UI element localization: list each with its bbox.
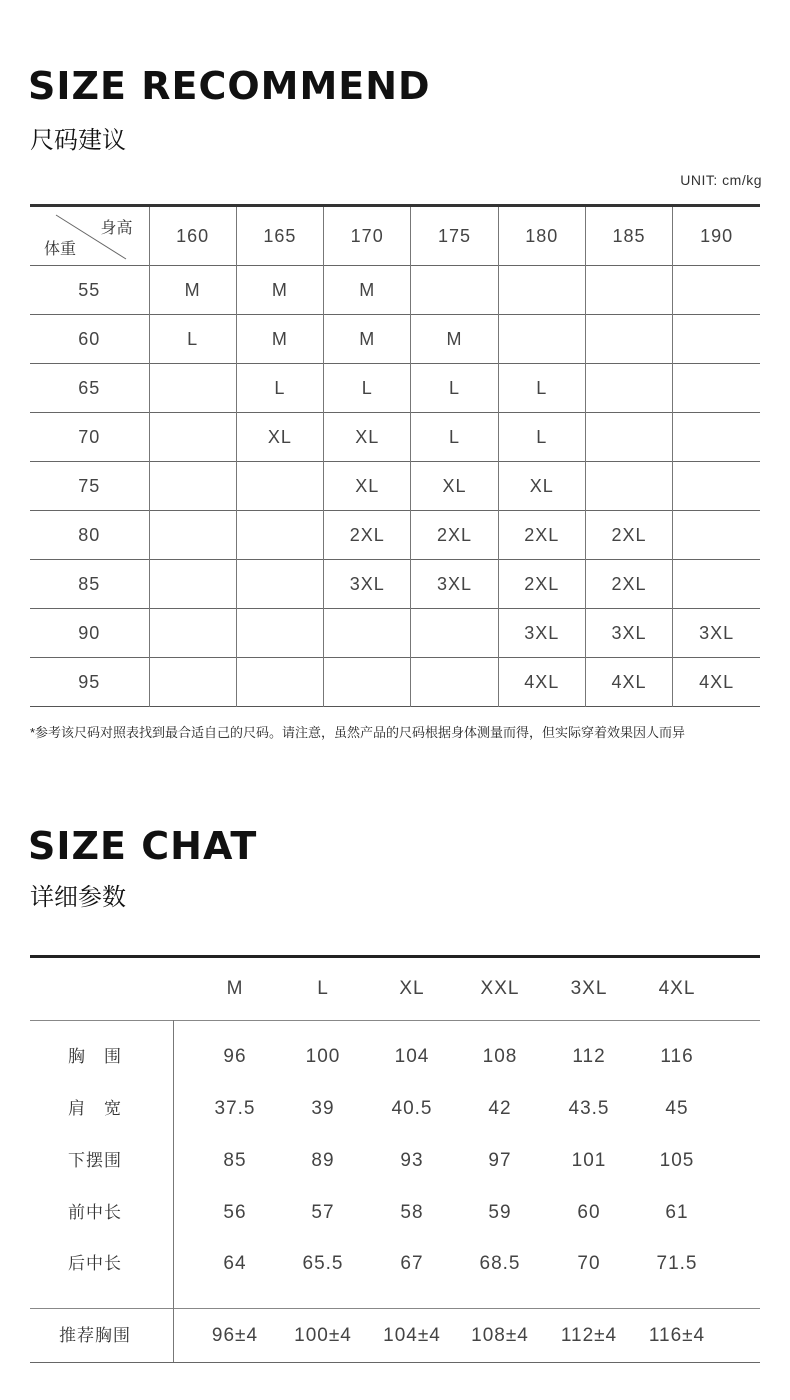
size-cell: [585, 462, 672, 511]
height-header-row: [30, 206, 760, 266]
measure-value: 112±4: [560, 1325, 618, 1346]
size-cell: [324, 609, 411, 658]
weight-cell: 85: [30, 560, 149, 609]
measure-value: 60: [577, 1202, 601, 1223]
size-cell: M: [411, 315, 498, 364]
measure-value: 57: [311, 1202, 335, 1223]
height-cell: 160: [149, 206, 236, 266]
measure-value: 42: [488, 1098, 512, 1119]
weight-cell: 70: [30, 413, 149, 462]
height-cell: 190: [673, 206, 760, 266]
weight-row: [30, 658, 760, 707]
size-cell: [149, 364, 236, 413]
header-divider: [30, 1020, 760, 1021]
size-cell: XL: [411, 462, 498, 511]
measure-label: 推荐胸围: [59, 1326, 131, 1346]
size-cell: 3XL: [498, 609, 585, 658]
measure-value: 70: [577, 1253, 601, 1274]
size-cell: XL: [498, 462, 585, 511]
weight-row: [30, 462, 760, 511]
size-header: 3XL: [570, 978, 608, 999]
size-chart-table: [30, 955, 760, 1363]
size-cell: 3XL: [324, 560, 411, 609]
measure-label: 胸 围: [68, 1047, 122, 1067]
weight-row: [30, 413, 760, 462]
measure-value: 56: [223, 1202, 247, 1223]
size-cell: [411, 658, 498, 707]
measure-label: 肩 宽: [68, 1099, 122, 1119]
size-cell: [498, 315, 585, 364]
size-cell: M: [236, 315, 323, 364]
size-cell: 3XL: [585, 609, 672, 658]
size-cell: L: [236, 364, 323, 413]
weight-row: [30, 511, 760, 560]
size-cell: [149, 609, 236, 658]
measure-row: [30, 1042, 760, 1072]
size-cell: L: [498, 364, 585, 413]
weight-row: [30, 364, 760, 413]
measure-value: 93: [400, 1150, 424, 1171]
measure-row: [30, 1249, 760, 1279]
recommend-title-en: SIZE RECOMMEND: [28, 64, 431, 108]
measure-value: 61: [665, 1202, 689, 1223]
size-cell: L: [149, 315, 236, 364]
size-cell: [236, 560, 323, 609]
measure-value: 100: [305, 1046, 341, 1067]
size-header: XXL: [480, 978, 520, 999]
measure-value: 59: [488, 1202, 512, 1223]
measure-value: 116±4: [648, 1325, 706, 1346]
measure-row: [30, 1146, 760, 1176]
size-cell: [236, 511, 323, 560]
size-cell: [673, 462, 760, 511]
fit-note: *参考该尺码对照表找到最合适自己的尺码。请注意，虽然产品的尺码根据身体测量而得，但实际穿着效果因人而异: [30, 725, 686, 740]
measure-value: 67: [400, 1253, 424, 1274]
size-cell: [673, 560, 760, 609]
weight-cell: 90: [30, 609, 149, 658]
corner-cell: [30, 206, 149, 266]
measure-value: 64: [223, 1253, 247, 1274]
size-cell: [498, 266, 585, 315]
size-cell: [673, 315, 760, 364]
size-recommend-table: [30, 204, 760, 707]
size-header-row: [30, 974, 760, 1004]
measure-label: 前中长: [68, 1203, 122, 1223]
size-cell: [236, 462, 323, 511]
measure-value: 85: [223, 1150, 247, 1171]
height-cell: 175: [411, 206, 498, 266]
size-cell: 2XL: [585, 560, 672, 609]
size-cell: L: [411, 364, 498, 413]
size-cell: [673, 413, 760, 462]
size-cell: [149, 511, 236, 560]
measure-value: 104±4: [383, 1325, 441, 1346]
weight-axis-label: 体重: [44, 241, 77, 258]
measure-value: 112: [572, 1046, 606, 1067]
measure-value: 100±4: [294, 1325, 352, 1346]
size-cell: [411, 609, 498, 658]
size-cell: [673, 511, 760, 560]
measure-value: 45: [665, 1098, 689, 1119]
size-cell: [149, 560, 236, 609]
weight-cell: 75: [30, 462, 149, 511]
size-header: L: [317, 978, 329, 999]
size-cell: M: [324, 266, 411, 315]
size-cell: [673, 266, 760, 315]
measure-label: 后中长: [68, 1254, 122, 1274]
measure-value: 71.5: [656, 1253, 698, 1274]
measure-value: 65.5: [302, 1253, 344, 1274]
weight-cell: 55: [30, 266, 149, 315]
measure-row: [30, 1094, 760, 1124]
measure-value: 97: [488, 1150, 512, 1171]
measure-value: 116: [660, 1046, 694, 1067]
weight-cell: 60: [30, 315, 149, 364]
size-cell: L: [411, 413, 498, 462]
recommend-divider: [30, 1308, 760, 1309]
measure-value: 39: [311, 1098, 335, 1119]
measure-value: 96±4: [211, 1325, 259, 1346]
size-cell: [585, 364, 672, 413]
measure-label: 下摆围: [68, 1151, 122, 1171]
size-cell: [236, 609, 323, 658]
size-cell: [236, 658, 323, 707]
measure-value: 108: [482, 1046, 518, 1067]
measure-value: 40.5: [391, 1098, 433, 1119]
size-cell: L: [498, 413, 585, 462]
size-cell: [149, 658, 236, 707]
unit-label: UNIT: cm/kg: [680, 172, 762, 188]
height-cell: 185: [585, 206, 672, 266]
size-cell: 4XL: [673, 658, 760, 707]
weight-row: [30, 266, 760, 315]
size-cell: 4XL: [585, 658, 672, 707]
size-cell: [411, 266, 498, 315]
size-header: M: [226, 978, 244, 999]
size-cell: [324, 658, 411, 707]
height-cell: 180: [498, 206, 585, 266]
size-cell: M: [149, 266, 236, 315]
chart-title-en: SIZE CHAT: [28, 824, 258, 868]
weight-cell: 65: [30, 364, 149, 413]
weight-cell: 80: [30, 511, 149, 560]
measure-value: 101: [571, 1150, 607, 1171]
size-cell: 4XL: [498, 658, 585, 707]
weight-row: [30, 609, 760, 658]
size-cell: M: [324, 315, 411, 364]
size-cell: 2XL: [498, 511, 585, 560]
size-cell: 2XL: [324, 511, 411, 560]
chart-title-cn: 详细参数: [30, 883, 126, 911]
size-cell: [149, 413, 236, 462]
size-cell: [585, 315, 672, 364]
measure-value: 37.5: [214, 1098, 256, 1119]
measure-value: 96: [223, 1046, 247, 1067]
size-cell: 2XL: [585, 511, 672, 560]
size-cell: XL: [236, 413, 323, 462]
size-cell: 2XL: [411, 511, 498, 560]
size-cell: L: [324, 364, 411, 413]
size-header: 4XL: [658, 978, 696, 999]
measure-value: 58: [400, 1202, 424, 1223]
measure-value: 104: [394, 1046, 430, 1067]
measure-value: 105: [659, 1150, 695, 1171]
size-cell: XL: [324, 413, 411, 462]
measure-value: 108±4: [471, 1325, 529, 1346]
height-cell: 170: [324, 206, 411, 266]
size-cell: [585, 266, 672, 315]
weight-row: [30, 315, 760, 364]
weight-cell: 95: [30, 658, 149, 707]
size-header: XL: [399, 978, 425, 999]
size-cell: [149, 462, 236, 511]
height-cell: 165: [236, 206, 323, 266]
size-cell: XL: [324, 462, 411, 511]
size-cell: 3XL: [411, 560, 498, 609]
size-cell: [673, 364, 760, 413]
measure-value: 43.5: [568, 1098, 610, 1119]
size-cell: 3XL: [673, 609, 760, 658]
measure-row: [30, 1198, 760, 1228]
recommend-title-cn: 尺码建议: [30, 126, 126, 154]
measure-value: 89: [311, 1150, 335, 1171]
measure-value: 68.5: [479, 1253, 521, 1274]
size-cell: 2XL: [498, 560, 585, 609]
size-cell: M: [236, 266, 323, 315]
height-axis-label: 身高: [100, 220, 133, 237]
size-cell: [585, 413, 672, 462]
weight-row: [30, 560, 760, 609]
recommend-chest-row: [30, 1321, 760, 1351]
